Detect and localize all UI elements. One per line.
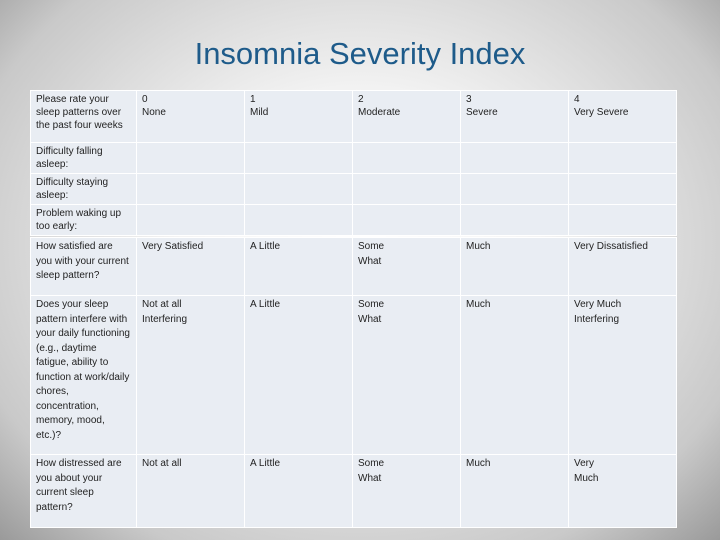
table-row	[31, 143, 677, 174]
table-row	[31, 174, 677, 205]
slide-title: Insomnia Severity Index	[194, 36, 526, 71]
scale-header	[353, 91, 461, 143]
rating-cell[interactable]	[353, 143, 461, 174]
rating-cell[interactable]	[353, 174, 461, 205]
rating-cell[interactable]	[461, 143, 569, 174]
scale-label: None	[142, 107, 166, 118]
table-row	[31, 238, 677, 296]
scale-number: 2	[358, 94, 364, 105]
answer-cell[interactable]: Not at all Interfering	[137, 296, 245, 455]
scale-number: 4	[574, 94, 580, 105]
answer-cell[interactable]: Much	[461, 238, 569, 296]
rating-cell[interactable]	[245, 205, 353, 236]
scale-label: Moderate	[358, 107, 401, 118]
answer-cell[interactable]: Very Much Interfering	[569, 296, 677, 455]
answer-cell[interactable]: Very Much	[569, 455, 677, 528]
answer-cell[interactable]: Much	[461, 455, 569, 528]
question-cell: Difficulty falling asleep:	[31, 143, 137, 174]
rating-cell[interactable]	[245, 174, 353, 205]
rating-cell[interactable]	[245, 143, 353, 174]
rating-cell[interactable]	[569, 174, 677, 205]
scale-header	[245, 91, 353, 143]
instruction-cell: Please rate your sleep patterns over the past four weeks	[31, 91, 137, 143]
scale-label: Very Severe	[574, 107, 629, 118]
rating-cell[interactable]	[461, 205, 569, 236]
rating-cell[interactable]	[137, 205, 245, 236]
question-cell: How distressed are you about your current sleep pattern?	[31, 455, 137, 528]
table-header-row	[31, 91, 677, 143]
scale-header	[461, 91, 569, 143]
scale-number: 0	[142, 94, 148, 105]
rating-cell[interactable]	[569, 205, 677, 236]
answer-cell[interactable]: Some What	[353, 296, 461, 455]
answer-cell[interactable]: Not at all	[137, 455, 245, 528]
answer-cell[interactable]: Very Satisfied	[137, 238, 245, 296]
question-cell: Problem waking up too early:	[31, 205, 137, 236]
answer-cell[interactable]: A Little	[245, 296, 353, 455]
scale-number: 1	[250, 94, 256, 105]
rating-cell[interactable]	[461, 174, 569, 205]
scale-number: 3	[466, 94, 472, 105]
satisfaction-table	[30, 237, 677, 528]
question-cell: Difficulty staying asleep:	[31, 174, 137, 205]
scale-header	[569, 91, 677, 143]
answer-cell[interactable]: A Little	[245, 238, 353, 296]
rating-cell[interactable]	[569, 143, 677, 174]
answer-cell[interactable]: Some What	[353, 455, 461, 528]
table-row	[31, 205, 677, 236]
severity-rating-table	[30, 90, 677, 236]
rating-cell[interactable]	[353, 205, 461, 236]
scale-label: Severe	[466, 107, 498, 118]
scale-label: Mild	[250, 107, 269, 118]
scale-header	[137, 91, 245, 143]
answer-cell[interactable]: Much	[461, 296, 569, 455]
table-row	[31, 296, 677, 455]
question-cell: Does your sleep pattern interfere with your daily functioning (e.g., daytime fatigue, ability to function at work/daily chores, concentration, memory, mood, etc.)?	[31, 296, 137, 455]
answer-cell[interactable]: Very Dissatisfied	[569, 238, 677, 296]
answer-cell[interactable]: Some What	[353, 238, 461, 296]
rating-cell[interactable]	[137, 143, 245, 174]
question-cell: How satisfied are you with your current sleep pattern?	[31, 238, 137, 296]
answer-cell[interactable]: A Little	[245, 455, 353, 528]
table-row	[31, 455, 677, 528]
rating-cell[interactable]	[137, 174, 245, 205]
